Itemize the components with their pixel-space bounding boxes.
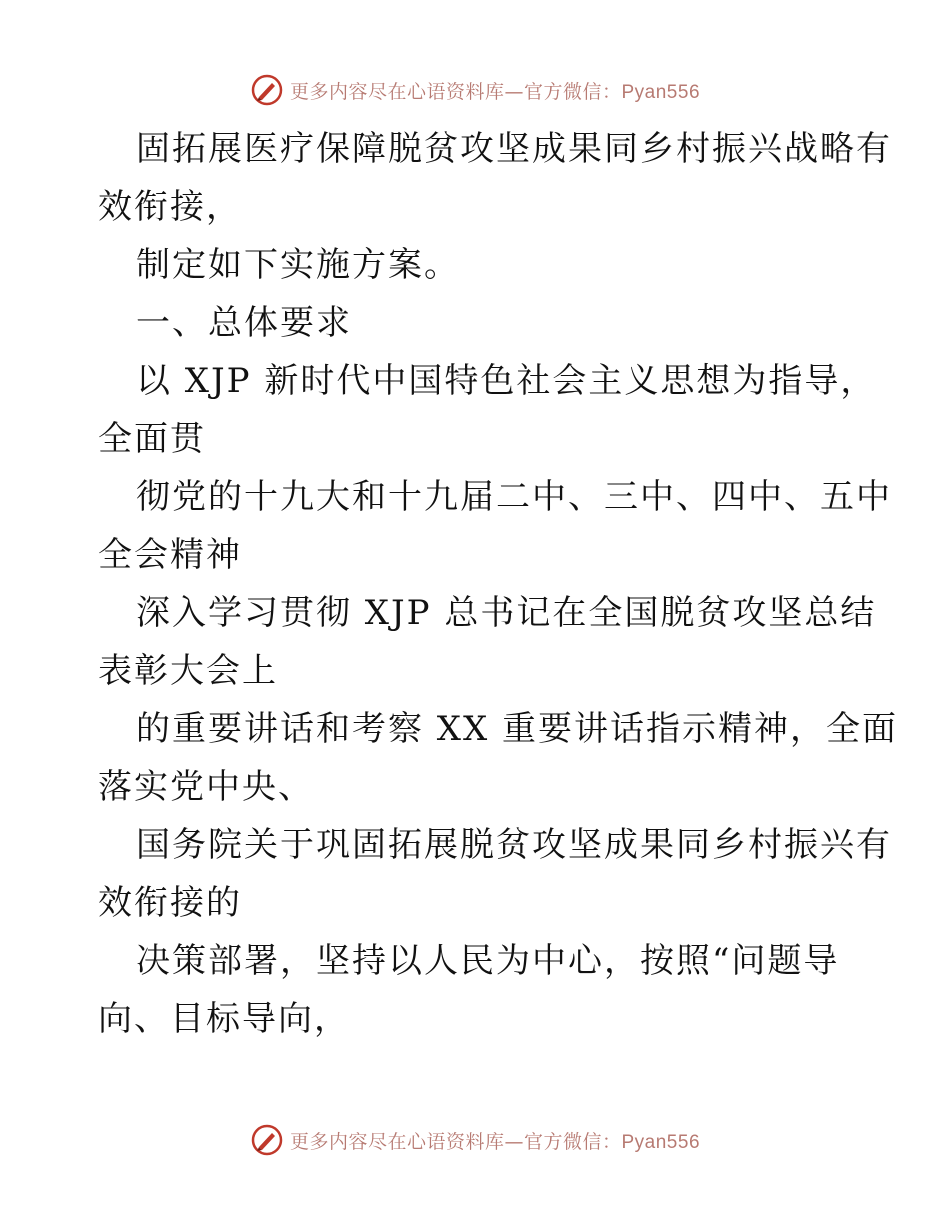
header-watermark <box>0 70 950 110</box>
text-line: 效衔接， <box>98 187 242 227</box>
text-line: 效衔接的 <box>98 883 242 923</box>
footer-watermark <box>0 1120 950 1160</box>
text-line: 的重要讲话和考察 XX 重要讲话指示精神，全面 <box>136 709 899 749</box>
text-line: 固拓展医疗保障脱贫攻坚成果同乡村振兴战略有 <box>136 129 892 169</box>
watermark-text: 更多内容尽在心语资料库—官方微信：Pyan556 <box>289 1130 701 1153</box>
text-line: 彻党的十九大和十九届二中、三中、四中、五中 <box>136 477 892 517</box>
text-line: 向、目标导向， <box>98 999 350 1039</box>
document-body <box>98 120 899 1048</box>
text-line: 全面贯 <box>98 419 206 459</box>
text-line: 落实党中央、 <box>98 767 314 807</box>
pen-logo-icon <box>250 1123 284 1157</box>
text-line: 以 XJP 新时代中国特色社会主义思想为指导， <box>136 361 877 401</box>
text-line: 全会精神 <box>98 535 242 575</box>
text-line: 决策部署，坚持以人民为中心，按照“问题导 <box>136 941 840 981</box>
text-line: 深入学习贯彻 XJP 总书记在全国脱贫攻坚总结 <box>136 593 877 633</box>
text-line: 国务院关于巩固拓展脱贫攻坚成果同乡村振兴有 <box>136 825 892 865</box>
watermark-text: 更多内容尽在心语资料库—官方微信：Pyan556 <box>289 80 701 103</box>
pen-logo-icon <box>250 73 284 107</box>
text-line: 一、总体要求 <box>136 303 352 343</box>
text-line: 表彰大会上 <box>98 651 278 691</box>
text-line: 制定如下实施方案。 <box>136 245 460 285</box>
